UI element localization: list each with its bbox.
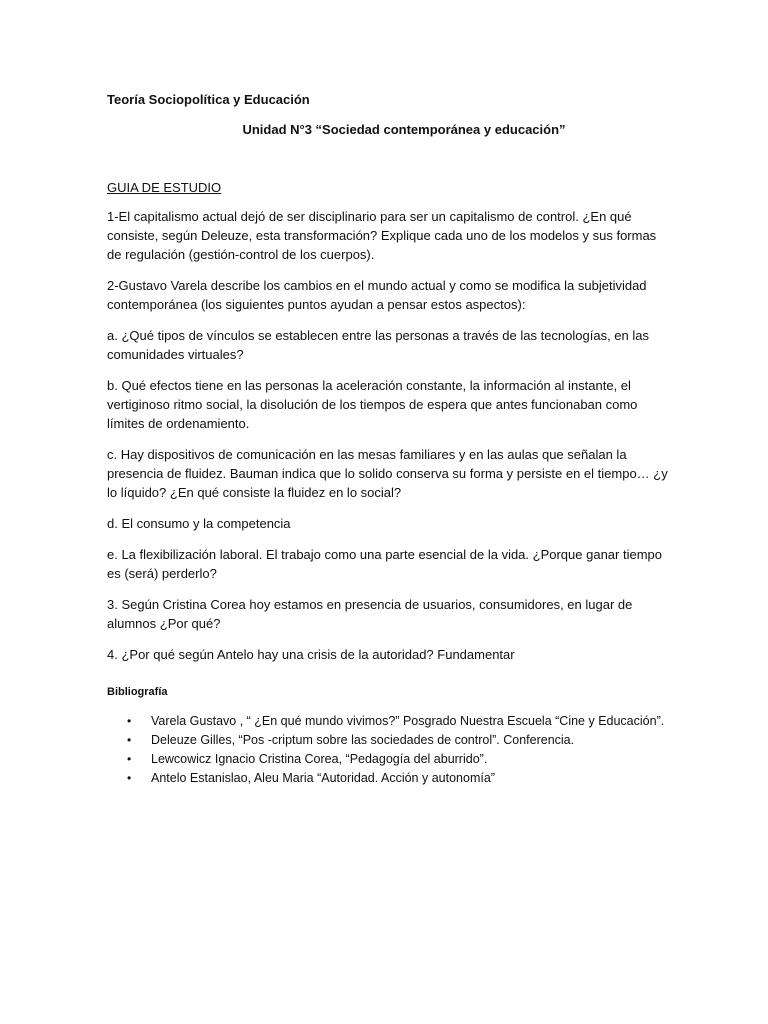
bullet-icon: • (127, 771, 132, 785)
question-2: 2-Gustavo Varela describe los cambios en el mundo actual y como se modifica la subjetividad contemporánea (los siguientes puntos ayudan a pensar estos aspectos): (107, 278, 647, 312)
bibliography-item (107, 769, 687, 788)
bibliography-item-text: Deleuze Gilles, “Pos -criptum sobre las sociedades de control”. Conferencia. (151, 733, 575, 747)
question-4: 4. ¿Por qué según Antelo hay una crisis de la autoridad? Fundamentar (107, 647, 515, 662)
bullet-icon: • (127, 752, 132, 766)
question-2e: e. La flexibilización laboral. El trabajo como una parte esencial de la vida. ¿Porque ganar tiempo es (será) perderlo? (107, 547, 662, 581)
bibliography-item-text: Lewcowicz Ignacio Cristina Corea, “Pedagogía del aburrido”. (151, 752, 488, 766)
bullet-icon: • (127, 714, 132, 728)
study-guide-heading: GUIA DE ESTUDIO (107, 180, 222, 195)
bullet-icon: • (127, 733, 132, 747)
bibliography-item (107, 731, 687, 750)
question-2c: c. Hay dispositivos de comunicación en las mesas familiares y en las aulas que señalan la presencia de fluidez. Bauman indica que lo solido conserva su forma y persiste en el tiempo… ¿y lo líquido? ¿En qué consiste la fluidez en lo social? (107, 447, 668, 500)
bibliography-item (107, 712, 687, 731)
bibliography-list (107, 712, 687, 788)
question-1: 1-El capitalismo actual dejó de ser disciplinario para ser un capitalismo de control. ¿En qué consiste, según Deleuze, esta transformación? Explique cada uno de los modelos y sus formas de regulación (gestión-control de los cuerpos). (107, 209, 657, 262)
question-3: 3. Según Cristina Corea hoy estamos en presencia de usuarios, consumidores, en lugar de alumnos ¿Por qué? (107, 597, 633, 631)
course-title: Teoría Sociopolítica y Educación (107, 92, 310, 107)
question-2d: d. El consumo y la competencia (107, 516, 291, 531)
question-list (107, 207, 672, 676)
bibliography-heading: Bibliografía (107, 686, 168, 698)
bibliography-item-text: Antelo Estanislao, Aleu Maria “Autoridad. Acción y autonomía” (151, 771, 495, 785)
question-2a: a. ¿Qué tipos de vínculos se establecen entre las personas a través de las tecnologías, en las comunidades virtuales? (107, 328, 649, 362)
unit-title: Unidad N°3 “Sociedad contemporánea y educación” (242, 122, 566, 137)
bibliography-item-text: Varela Gustavo , “ ¿En qué mundo vivimos?” Posgrado Nuestra Escuela “Cine y Educación”. (151, 714, 665, 728)
bibliography-item (107, 750, 687, 769)
question-2b: b. Qué efectos tiene en las personas la aceleración constante, la información al instante, el vertiginoso ritmo social, la disolución de los tiempos de espera que antes funcionaban como límites de ordenamiento. (107, 378, 638, 431)
